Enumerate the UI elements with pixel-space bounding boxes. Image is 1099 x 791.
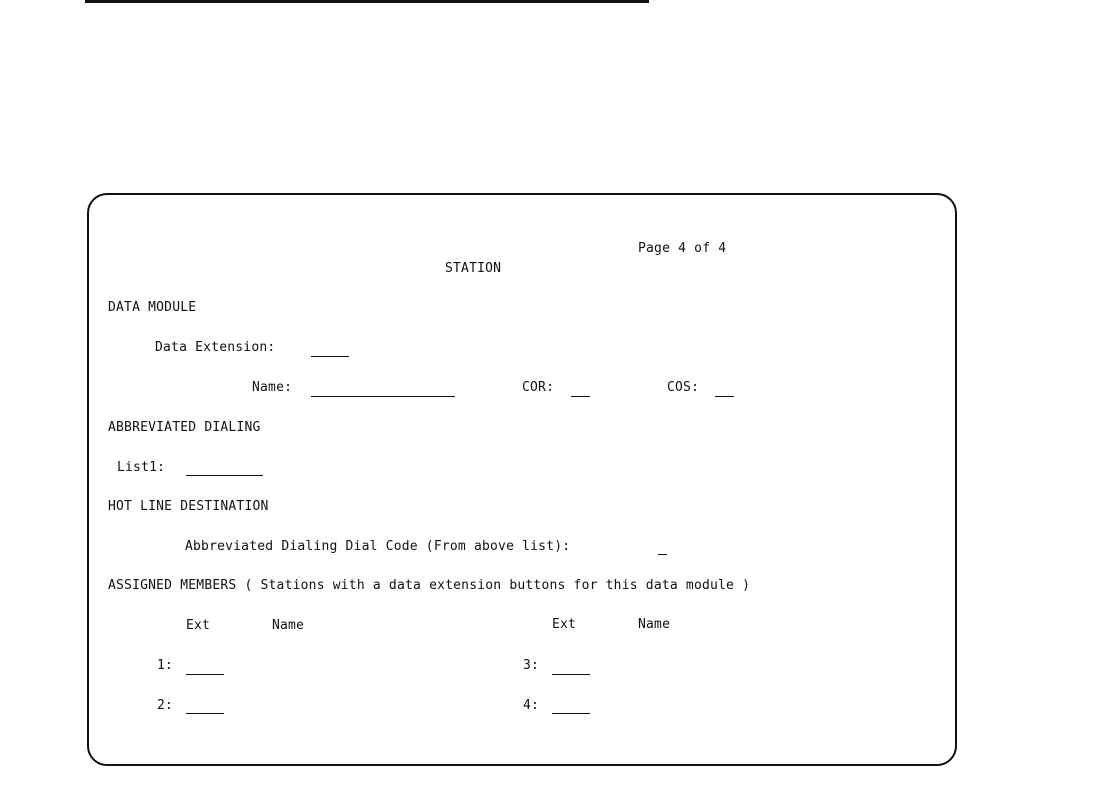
assigned-members-heading: ASSIGNED MEMBERS ( Stations with a data extension buttons for this data module ) xyxy=(108,578,751,593)
col-name-right: Name xyxy=(638,617,671,632)
name-label: Name: xyxy=(252,380,293,395)
cor-field[interactable] xyxy=(571,396,590,397)
cos-label: COS: xyxy=(667,380,700,395)
abbreviated-dialing-heading: ABBREVIATED DIALING xyxy=(108,420,261,435)
dial-code-label: Abbreviated Dialing Dial Code (From above list): xyxy=(185,539,571,554)
member-number: 2: xyxy=(157,698,174,713)
dial-code-field[interactable] xyxy=(658,554,667,555)
member-ext-field[interactable] xyxy=(186,713,224,714)
name-field[interactable] xyxy=(311,396,455,397)
member-number: 3: xyxy=(523,658,540,673)
page-indicator: Page 4 of 4 xyxy=(638,241,727,256)
col-ext-left: Ext xyxy=(186,618,211,633)
terminal-screen xyxy=(87,193,957,766)
form-title: STATION xyxy=(445,261,502,276)
cor-label: COR: xyxy=(522,380,555,395)
member-number: 1: xyxy=(157,658,174,673)
member-ext-field[interactable] xyxy=(552,674,590,675)
data-extension-field[interactable] xyxy=(311,356,349,357)
data-extension-label: Data Extension: xyxy=(155,340,276,355)
data-module-heading: DATA MODULE xyxy=(108,300,197,315)
top-rule xyxy=(85,0,649,3)
list1-label: List1: xyxy=(117,460,166,475)
list1-field[interactable] xyxy=(186,475,263,476)
cos-field[interactable] xyxy=(715,396,734,397)
col-ext-right: Ext xyxy=(552,617,577,632)
member-ext-field[interactable] xyxy=(186,674,224,675)
col-name-left: Name xyxy=(272,618,305,633)
member-ext-field[interactable] xyxy=(552,713,590,714)
member-number: 4: xyxy=(523,698,540,713)
hot-line-heading: HOT LINE DESTINATION xyxy=(108,499,269,514)
